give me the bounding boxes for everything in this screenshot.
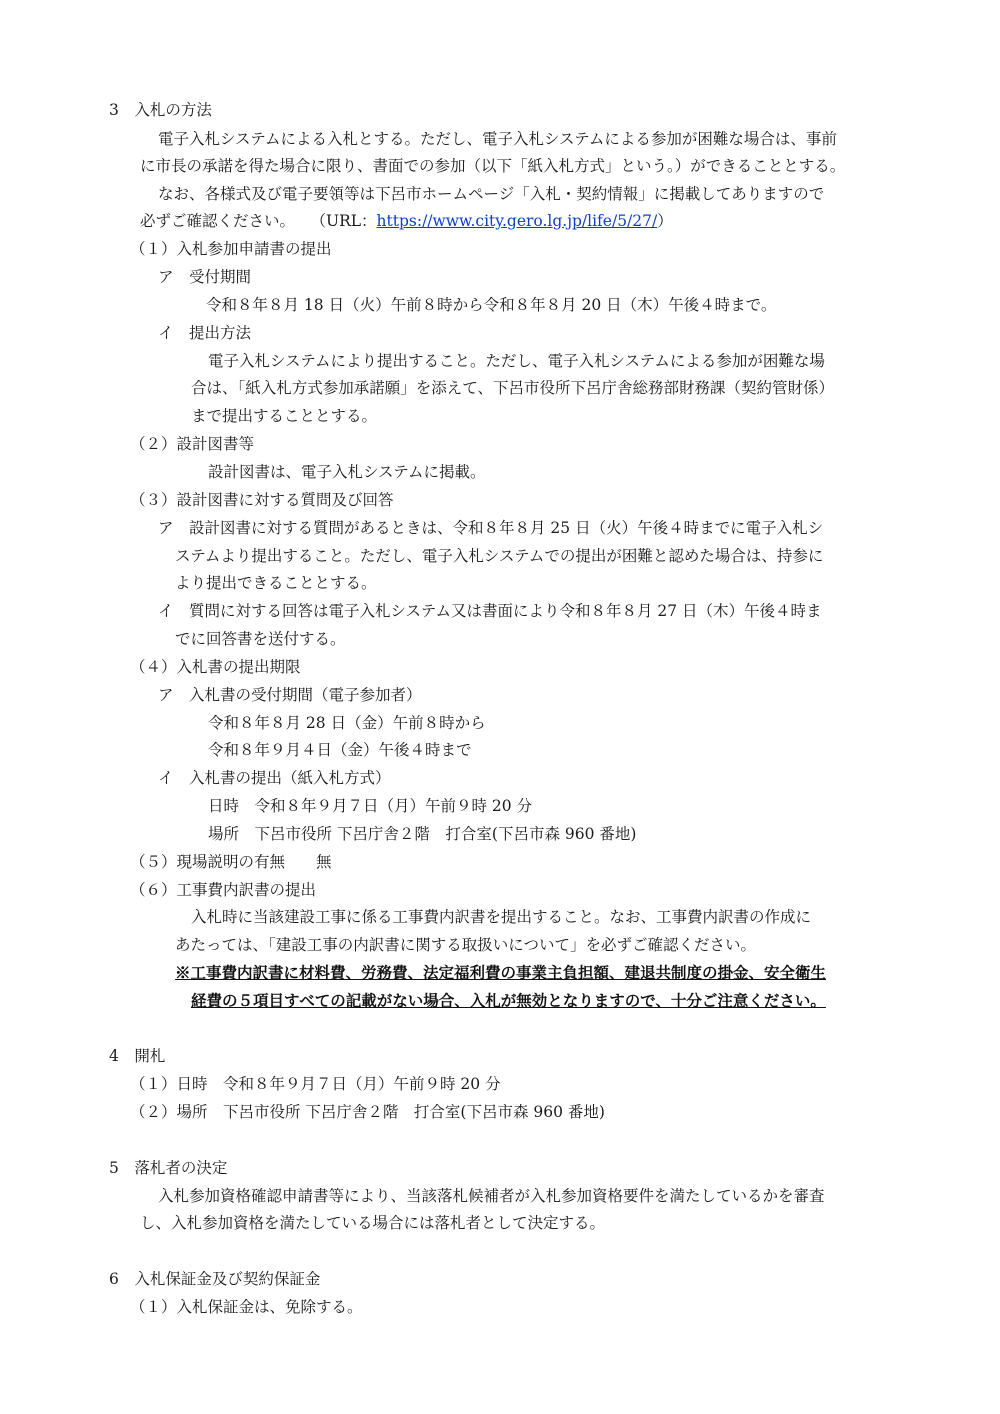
subsection-heading: （４）入札書の提出期限: [130, 658, 301, 676]
section-6-heading: 6 入札保証金及び契約保証金: [109, 1270, 321, 1288]
section-5-heading: 5 落札者の決定: [109, 1159, 228, 1177]
paragraph-text: 必ずご確認ください。 （URL：: [140, 212, 377, 230]
warning-note: ※工事費内訳書に材料費、労務費、法定福利費の事業主負担額、建退共制度の掛金、安全衛生: [175, 963, 827, 982]
item-text: 設計図書は、電子入札システムに掲載。: [208, 463, 486, 481]
subsection-heading: （１）入札参加申請書の提出: [130, 240, 332, 258]
item-text: 場所 下呂市役所 下呂庁舎２階 打合室(下呂市森 960 番地): [208, 825, 637, 843]
item-heading: ア 受付期間: [158, 268, 252, 286]
paragraph-line: に市長の承諾を得た場合に限り、書面での参加（以下「紙入札方式」という。）ができることとする。: [140, 157, 846, 175]
item-text: （２）場所 下呂市役所 下呂庁舎２階 打合室(下呂市森 960 番地): [130, 1103, 605, 1121]
item-heading: イ 提出方法: [158, 324, 252, 342]
paragraph-line: し、入札参加資格を満たしている場合には落札者として決定する。: [140, 1214, 606, 1232]
item-text: 合は、「紙入札方式参加承諾願」を添えて、下呂市役所下呂庁舎総務部財務課（契約管財係）: [191, 379, 834, 397]
item-text: イ 質問に対する回答は電子入札システム又は書面により令和８年８月 27 日（木）午後４時ま: [158, 602, 822, 620]
item-text: ステムより提出すること。ただし、電子入札システムでの提出が困難と認めた場合は、持参に: [175, 547, 824, 565]
subsection-heading: （５）現場説明の有無 無: [130, 853, 332, 871]
paragraph-line: [140, 211, 673, 231]
item-text: （１）日時 令和８年９月７日（月）午前９時 20 分: [130, 1075, 501, 1093]
paragraph-line: 入札参加資格確認申請書等により、当該落札候補者が入札参加資格要件を満たしているかを審査: [158, 1187, 825, 1205]
item-heading: ア 入札書の受付期間（電子参加者）: [158, 686, 422, 704]
item-text: でに回答書を送付する。: [175, 630, 346, 648]
subsection-heading: （３）設計図書に対する質問及び回答: [130, 491, 394, 509]
warning-note: 経費の５項目すべての記載がない場合、入札が無効となりますので、十分ご注意ください。: [191, 991, 826, 1010]
item-text: 令和８年９月４日（金）午後４時まで: [208, 741, 472, 759]
paragraph-line: なお、各様式及び電子要領等は下呂市ホームページ「入札・契約情報」に掲載してありますので: [158, 185, 825, 203]
item-text: 令和８年８月 18 日（火）午前８時から令和８年８月 20 日（木）午後４時まで。: [206, 296, 777, 314]
item-text: 電子入札システムにより提出すること。ただし、電子入札システムによる参加が困難な場: [208, 352, 825, 370]
section-3-heading: 3 入札の方法: [109, 101, 212, 119]
section-4-heading: 4 開札: [109, 1047, 166, 1065]
item-text: まで提出することとする。: [191, 407, 378, 425]
item-text: より提出できることとする。: [175, 574, 377, 592]
item-text: （１）入札保証金は、免除する。: [130, 1298, 363, 1316]
item-text: 令和８年８月 28 日（金）午前８時から: [208, 714, 486, 732]
item-text: あたっては、「建設工事の内訳書に関する取扱いについて」を必ずご確認ください。: [175, 936, 756, 954]
item-text: ア 設計図書に対する質問があるときは、令和８年８月 25 日（火）午後４時までに電子入札シ: [158, 519, 824, 537]
subsection-heading: （６）工事費内訳書の提出: [130, 881, 317, 899]
item-heading: イ 入札書の提出（紙入札方式）: [158, 769, 391, 787]
item-text: 入札時に当該建設工事に係る工事費内訳書を提出すること。なお、工事費内訳書の作成に: [191, 908, 812, 926]
item-text: 日時 令和８年９月７日（月）午前９時 20 分: [208, 797, 533, 815]
subsection-heading: （２）設計図書等: [130, 435, 255, 453]
website-link[interactable]: https://www.city.gero.lg.jp/life/5/27/: [376, 212, 658, 230]
paragraph-text: ）: [657, 212, 673, 230]
paragraph-line: 電子入札システムによる入札とする。ただし、電子入札システムによる参加が困難な場合は、事前: [158, 130, 837, 148]
